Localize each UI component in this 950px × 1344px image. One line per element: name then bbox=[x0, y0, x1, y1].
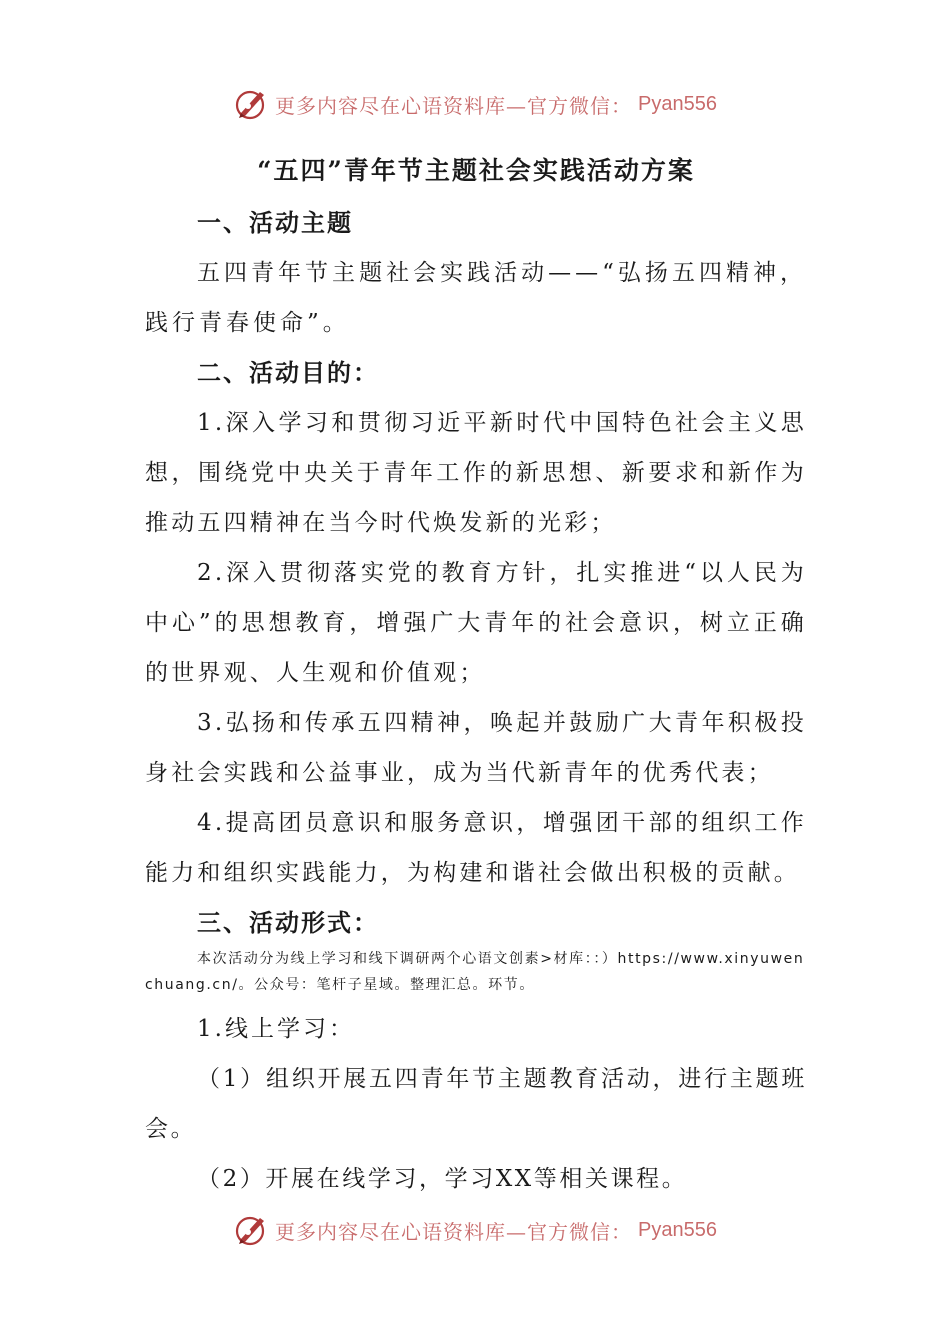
section1-heading: 一、活动主题 bbox=[197, 208, 353, 237]
online-learning-heading: 1.线上学习： bbox=[197, 1016, 355, 1042]
online-item-2: （2）开展在线学习，学习XX等相关课程。 bbox=[197, 1166, 688, 1192]
section3-heading: 三、活动形式： bbox=[197, 908, 379, 937]
banner-text: 更多内容尽在心语资料库—官方微信： bbox=[275, 1219, 633, 1244]
purpose-item-4: 4.提高团员意识和服务意识，增强团干部的组织工作能力和组织实践能力，为构建和谐社会做出积极的贡献。 bbox=[145, 810, 807, 886]
header-watermark-banner bbox=[0, 82, 950, 126]
online-item-1: （1）组织开展五四青年节主题教育活动，进行主题班会。 bbox=[145, 1066, 807, 1142]
banner-text: 更多内容尽在心语资料库—官方微信： bbox=[275, 93, 633, 118]
banner-handle: Pyan556 bbox=[638, 92, 717, 115]
purpose-item-1: 1.深入学习和贯彻习近平新时代中国特色社会主义思想，围绕党中央关于青年工作的新思想、新要求和新作为推动五四精神在当今时代焕发新的光彩； bbox=[145, 410, 807, 536]
purpose-item-3: 3.弘扬和传承五四精神，唤起并鼓励广大青年积极投身社会实践和公益事业，成为当代新青年的优秀代表； bbox=[145, 710, 807, 786]
pen-circle-icon bbox=[233, 86, 269, 122]
purpose-item-2: 2.深入贯彻落实党的教育方针，扎实推进“以人民为中心”的思想教育，增强广大青年的社会意识，树立正确的世界观、人生观和价值观； bbox=[145, 560, 807, 686]
document-title: “五四”青年节主题社会实践活动方案 bbox=[257, 156, 695, 185]
footer-watermark-banner bbox=[0, 1208, 950, 1252]
section3-note: 本次活动分为线上学习和线下调研两个心语文创素>材库：：）https://www.xinyuwenchuang.cn/。公众号：笔杆子星域。整理汇总。环节。 bbox=[145, 951, 805, 993]
section1-text: 五四青年节主题社会实践活动——“弘扬五四精神，践行青春使命”。 bbox=[145, 260, 807, 336]
pen-circle-icon bbox=[233, 1212, 269, 1248]
section2-heading: 二、活动目的： bbox=[197, 358, 379, 387]
banner-handle: Pyan556 bbox=[638, 1218, 717, 1241]
document-body bbox=[145, 148, 807, 1204]
